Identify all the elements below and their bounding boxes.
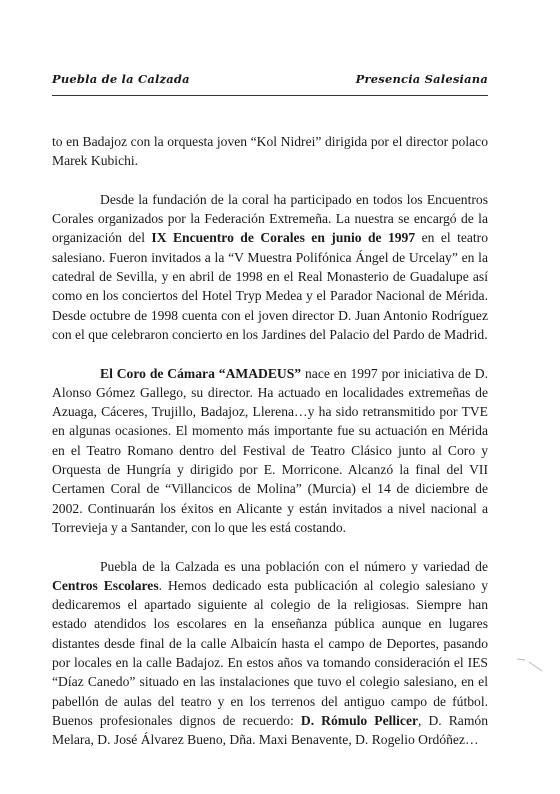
- text-run: , D. Ramón Melara, D. José Álvarez Bueno, Dña. Maxi Benavente, D. Rogelio Ordóñez…: [52, 712, 488, 748]
- header-rule: [52, 95, 488, 96]
- header-section-title: Presencia Salesiana: [355, 72, 488, 86]
- text-run: . Hemos dedicado esta publicación al colegio salesiano y dedicaremos el apartado siguiente al colegio de la religiosas. Siempre han estado atendidos los escolares en la enseñanza pública aunque en lugares distantes desde final de la calle Albaicín hasta el campo de Deportes, pasando por locales en la calle Badajoz. En estos años va tomando consideración el IES “Díaz Canedo” situado en las instalaciones que tuvo el colegio salesiano, en el pabellón de aulas del teatro y en los terrenos del antiguo campo de fútbol. Buenos profesionales dignos de recuerdo:: [52, 577, 488, 728]
- running-header: [52, 72, 488, 86]
- text-run: Puebla de la Calzada es una población con el número y variedad de: [100, 558, 488, 574]
- text-run: nace en 1997 por iniciativa de D. Alonso Gómez Gallego, su director. Ha actuado en localidades extremeñas de Azuaga, Cáceres, Trujillo, Badajoz, Llerena…y ha sido retransmitido por TVE en algunas ocasiones. El momento más importante fue su actuación en Mérida en el Teatro Romano dentro del Festival de Teatro Clásico junto al Coro y Orquesta de Hungría y dirigido por E. Morricone. Alcanzó la final del VII Certamen Coral de “Villancicos de Molina” (Murcia) el 14 de diciembre de 2002. Continuarán los éxitos en Alicante y están invitados a nivel nacional a Torrevieja y a Santander, con lo que les está costando.: [52, 365, 488, 535]
- bold-text: D. Rómulo Pellicer: [300, 712, 419, 728]
- bold-text: El Coro de Cámara “AMADEUS”: [100, 365, 302, 381]
- paragraph-coro-amadeus: [52, 364, 488, 538]
- text-run: to en Badajoz con la orquesta joven “Kol Nidrei” dirigida por el director polaco Marek Kubichi.: [52, 134, 488, 169]
- paragraph-coral-history: [52, 190, 488, 344]
- body-text: [52, 132, 488, 769]
- header-book-title: Puebla de la Calzada: [52, 72, 190, 86]
- bold-text: Centros Escolares: [52, 577, 159, 593]
- paragraph-continuation: [52, 132, 488, 171]
- text-run: en el teatro salesiano. Fueron invitados a la “V Muestra Polifónica Ángel de Urcelay” en la catedral de Sevilla, y en abril de 1998 en el Real Monasterio de Guadalupe así como en los conciertos del Hotel Tryp Medea y el Parador Nacional de Mérida. Desde octubre de 1998 cuenta con el joven director D. Juan Antonio Rodríguez con el que celebraron concierto en los Jardines del Palacio del Pardo de Madrid.: [52, 230, 489, 342]
- bold-text: IX Encuentro de Corales en junio de 1997: [151, 230, 416, 246]
- paragraph-centros-escolares: [52, 557, 488, 750]
- margin-stray-mark: [516, 656, 544, 674]
- text-run: Desde la fundación de la coral ha participado en todos los Encuentros Corales organizados por la Federación Extremeña. La nuestra se encargó de la organización del: [52, 191, 488, 246]
